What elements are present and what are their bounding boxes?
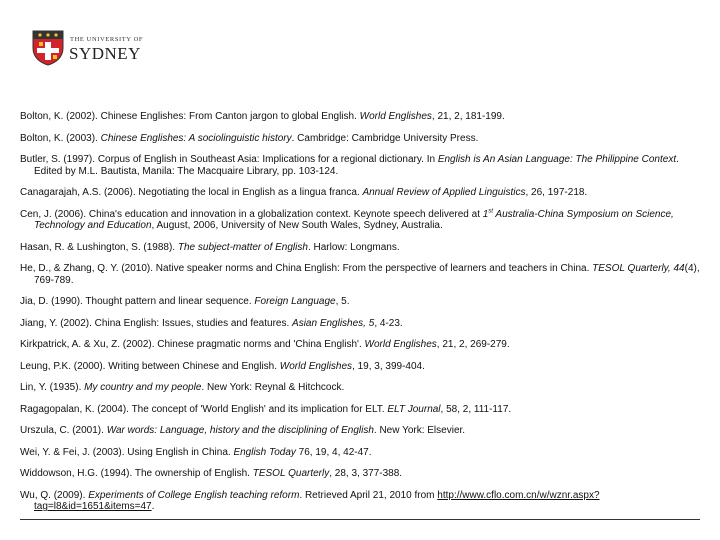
- bottom-divider: [20, 519, 700, 520]
- reference-leung-2000: Leung, P.K. (2000). Writing between Chinese and English. World Englishes, 19, 3, 399-404.: [20, 360, 425, 372]
- university-crest-icon: [32, 30, 64, 66]
- reference-cen-2006: Cen, J. (2006). China's education and innovation in a globalization context. Keynote speech delivered at 1st Australia-China Symposium on Science, Technology and Education, August, 2006, University of New South Wales, Sydney, Australia.: [20, 208, 674, 231]
- reference-hasan-1988: Hasan, R. & Lushington, S. (1988). The subject-matter of English. Harlow: Longmans.: [20, 241, 400, 253]
- reference-bolton-2003: Bolton, K. (2003). Chinese Englishes: A sociolinguistic history. Cambridge: Cambridge University Press.: [20, 132, 479, 144]
- reference-kirkpatrick-2002: Kirkpatrick, A. & Xu, Z. (2002). Chinese pragmatic norms and 'China English'. World Englishes, 21, 2, 269-279.: [20, 339, 510, 350]
- reference-urszula-2001: Urszula, C. (2001). War words: Language, history and the disciplining of English. New York: Elsevier.: [20, 425, 466, 436]
- reference-jiang-2002: Jiang, Y. (2002). China English: Issues, studies and features. Asian Englishes, 5, 4-23.: [20, 317, 403, 329]
- logo-university-text: THE UNIVERSITY OF: [70, 36, 144, 43]
- reference-widdowson-1994: Widdowson, H.G. (1994). The ownership of English. TESOL Quarterly, 28, 3, 377-388.: [20, 468, 403, 479]
- reference-butler-1997: Butler, S. (1997). Corpus of English in Southeast Asia: Implications for a regional dictionary. In English is An Asian Language: The Philippine Context. Edited by M.L. Bautista, Manila: The Macquaire Library, pp. 103-124.: [20, 154, 679, 177]
- reference-list: [20, 111, 700, 513]
- reference-bolton-2002: Bolton, K. (2002). Chinese Englishes: From Canton jargon to global English. World Englishes, 21, 2, 181-199.: [20, 111, 505, 122]
- reference-url-link[interactable]: http://www.cflo.com.cn/w/wznr.aspx?tag=l8&id=1651&items=47: [34, 489, 600, 512]
- reference-ragagopalan-2004: Ragagopalan, K. (2004). The concept of 'World English' and its implication for ELT. ELT Journal, 58, 2, 111-117.: [20, 403, 512, 415]
- logo-sydney-text: SYDNEY: [69, 44, 141, 63]
- reference-canagarajah-2006: Canagarajah, A.S. (2006). Negotiating the local in English as a lingua franca. Annual Review of Applied Linguistics, 26, 197-218.: [20, 187, 588, 198]
- university-logo: [32, 30, 144, 66]
- reference-wu-2009: Wu, Q. (2009). Experiments of College English teaching reform. Retrieved April 21, 2010 from http://www.cflo.com.cn/w/wznr.aspx?tag=l8&id=1651&items=47.: [20, 489, 600, 512]
- reference-he-2010: He, D., & Zhang, Q. Y. (2010). Native speaker norms and China English: From the perspective of learners and teachers in China. TESOL Quarterly, 44(4), 769-789.: [20, 263, 700, 286]
- reference-jia-1990: Jia, D. (1990). Thought pattern and linear sequence. Foreign Language, 5.: [20, 296, 350, 307]
- reference-lin-1935: Lin, Y. (1935). My country and my people. New York: Reynal & Hitchcock.: [20, 382, 345, 393]
- reference-wei-2003: Wei, Y. & Fei, J. (2003). Using English in China. English Today 76, 19, 4, 42-47.: [20, 446, 372, 458]
